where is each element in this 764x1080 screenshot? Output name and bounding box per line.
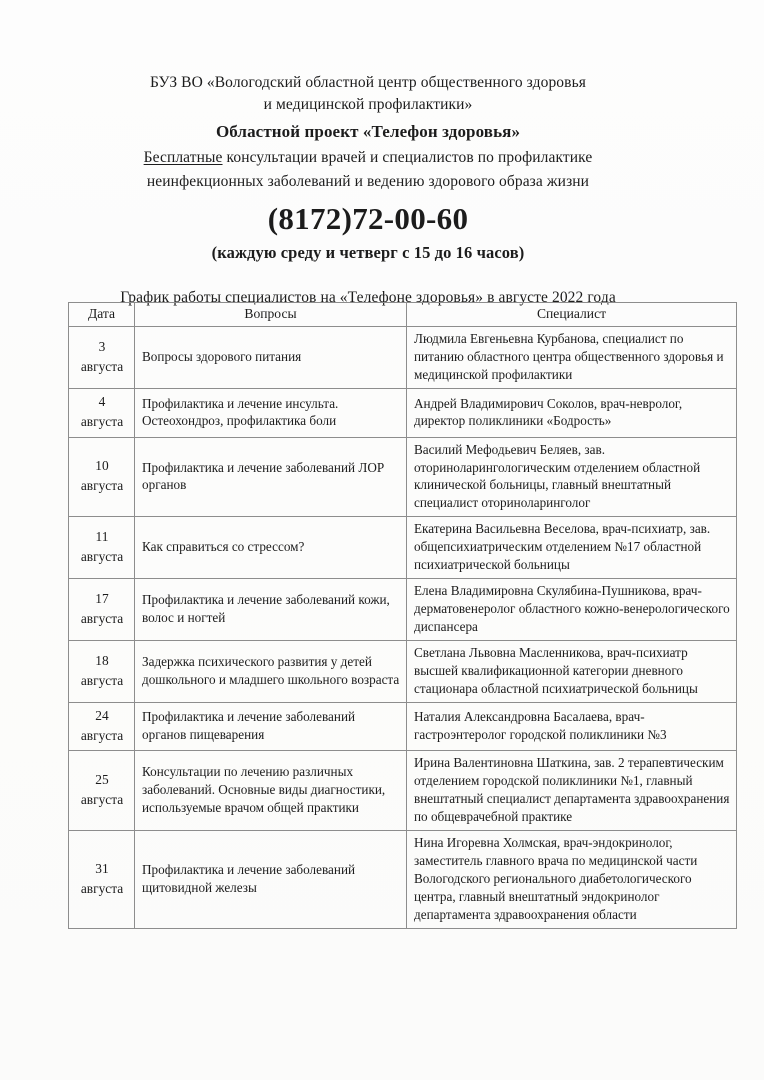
date-day: 3 bbox=[98, 339, 106, 355]
cell-question: Профилактика и лечение инсульта. Остеохондроз, профилактика боли bbox=[135, 389, 407, 437]
column-header-questions: Вопросы bbox=[135, 303, 407, 327]
date-month: августа bbox=[80, 549, 124, 565]
project-title: Областной проект «Телефон здоровья» bbox=[215, 122, 521, 141]
date-day: 4 bbox=[98, 394, 106, 410]
cell-question: Консультации по лечению различных заболеваний. Основные виды диагностики, используемые врачом общей практики bbox=[135, 751, 407, 831]
date-day: 11 bbox=[95, 529, 109, 545]
date-day: 31 bbox=[95, 860, 109, 876]
table-body bbox=[69, 327, 737, 928]
date-day: 17 bbox=[95, 591, 109, 607]
cell-date bbox=[69, 702, 135, 750]
organization-line-1: БУЗ ВО «Вологодский областной центр общественного здоровья bbox=[150, 74, 586, 91]
cell-specialist: Ирина Валентиновна Шаткина, зав. 2 терапевтическим отделением городской поликлиники №1, главный внештатный специалист департамента здравоохранения по общеврачебной практике bbox=[407, 751, 737, 831]
cell-specialist: Андрей Владимирович Соколов, врач-невролог, директор поликлиники «Бодрость» bbox=[407, 389, 737, 437]
date-month: августа bbox=[80, 880, 124, 896]
cell-specialist: Светлана Львовна Масленникова, врач-психиатр высшей квалификационной категории дневного стационара областной психиатрической больницы bbox=[407, 641, 737, 703]
date-day: 18 bbox=[95, 652, 109, 668]
date-month: августа bbox=[80, 478, 124, 494]
schedule-table bbox=[68, 302, 737, 929]
table-row bbox=[69, 437, 737, 517]
free-consultations-line-1 bbox=[68, 147, 668, 169]
cell-date bbox=[69, 579, 135, 641]
cell-date bbox=[69, 641, 135, 703]
table-row bbox=[69, 517, 737, 579]
table-row bbox=[69, 830, 737, 928]
column-header-specialist: Специалист bbox=[407, 303, 737, 327]
table-row bbox=[69, 579, 737, 641]
cell-specialist: Елена Владимировна Скулябина-Пушникова, врач-дерматовенеролог областного кожно-венерологического диспансера bbox=[407, 579, 737, 641]
table-row bbox=[69, 327, 737, 389]
cell-question: Вопросы здорового питания bbox=[135, 327, 407, 389]
cell-question: Профилактика и лечение заболеваний ЛОР органов bbox=[135, 437, 407, 517]
cell-date bbox=[69, 327, 135, 389]
cell-question: Профилактика и лечение заболеваний органов пищеварения bbox=[135, 702, 407, 750]
cell-specialist: Василий Мефодьевич Беляев, зав. оториноларингологическим отделением областной клинической больницы, главный внештатный специалист оториноларинголог bbox=[407, 437, 737, 517]
cell-specialist: Нина Игоревна Холмская, врач-эндокринолог, заместитель главного врача по медицинской части Вологодского регионального диабетологического центра, главный внештатный эндокринолог департамента здравоохранения области bbox=[407, 830, 737, 928]
free-consultations-rest: консультации врачей и специалистов по профилактике bbox=[222, 148, 593, 166]
table-header-row bbox=[69, 303, 737, 327]
cell-question: Как справиться со стрессом? bbox=[135, 517, 407, 579]
table-head bbox=[69, 303, 737, 327]
free-keyword: Бесплатные bbox=[143, 148, 223, 166]
cell-date bbox=[69, 389, 135, 437]
cell-date bbox=[69, 517, 135, 579]
table-row bbox=[69, 641, 737, 703]
cell-specialist: Людмила Евгеньевна Курбанова, специалист по питанию областного центра общественного здоровья и медицинской профилактики bbox=[407, 327, 737, 389]
cell-specialist: Екатерина Васильевна Веселова, врач-психиатр, зав. общепсихиатрическим отделением №17 областной психиатрической больницы bbox=[407, 517, 737, 579]
date-month: августа bbox=[80, 792, 124, 808]
schedule-table-wrapper bbox=[68, 302, 736, 929]
phone-number: (8172)72-00-60 bbox=[267, 200, 469, 236]
date-day: 25 bbox=[95, 771, 109, 787]
cell-question: Задержка психического развития у детей дошкольного и младшего школьного возраста bbox=[135, 641, 407, 703]
date-month: августа bbox=[80, 611, 124, 627]
table-row bbox=[69, 751, 737, 831]
date-day: 24 bbox=[95, 707, 109, 723]
free-consultations-line-2: неинфекционных заболеваний и ведению здорового образа жизни bbox=[146, 172, 590, 190]
organization-line-2: и медицинской профилактики» bbox=[263, 96, 473, 113]
document-header bbox=[68, 72, 668, 307]
date-month: августа bbox=[80, 359, 124, 375]
date-month: августа bbox=[80, 673, 124, 689]
schedule-title: График работы специалистов на «Телефоне здоровья» в августе 2022 года bbox=[120, 289, 616, 307]
cell-date bbox=[69, 830, 135, 928]
working-hours: (каждую среду и четверг с 15 до 16 часов) bbox=[211, 243, 525, 263]
cell-date bbox=[69, 437, 135, 517]
column-header-date: Дата bbox=[69, 303, 135, 327]
cell-question: Профилактика и лечение заболеваний щитовидной железы bbox=[135, 830, 407, 928]
date-month: августа bbox=[80, 728, 124, 744]
cell-question: Профилактика и лечение заболеваний кожи, волос и ногтей bbox=[135, 579, 407, 641]
date-day: 10 bbox=[95, 458, 109, 474]
date-month: августа bbox=[80, 414, 124, 430]
table-row bbox=[69, 389, 737, 437]
cell-date bbox=[69, 751, 135, 831]
table-row bbox=[69, 702, 737, 750]
cell-specialist: Наталия Александровна Басалаева, врач-гастроэнтеролог городской поликлиники №3 bbox=[407, 702, 737, 750]
